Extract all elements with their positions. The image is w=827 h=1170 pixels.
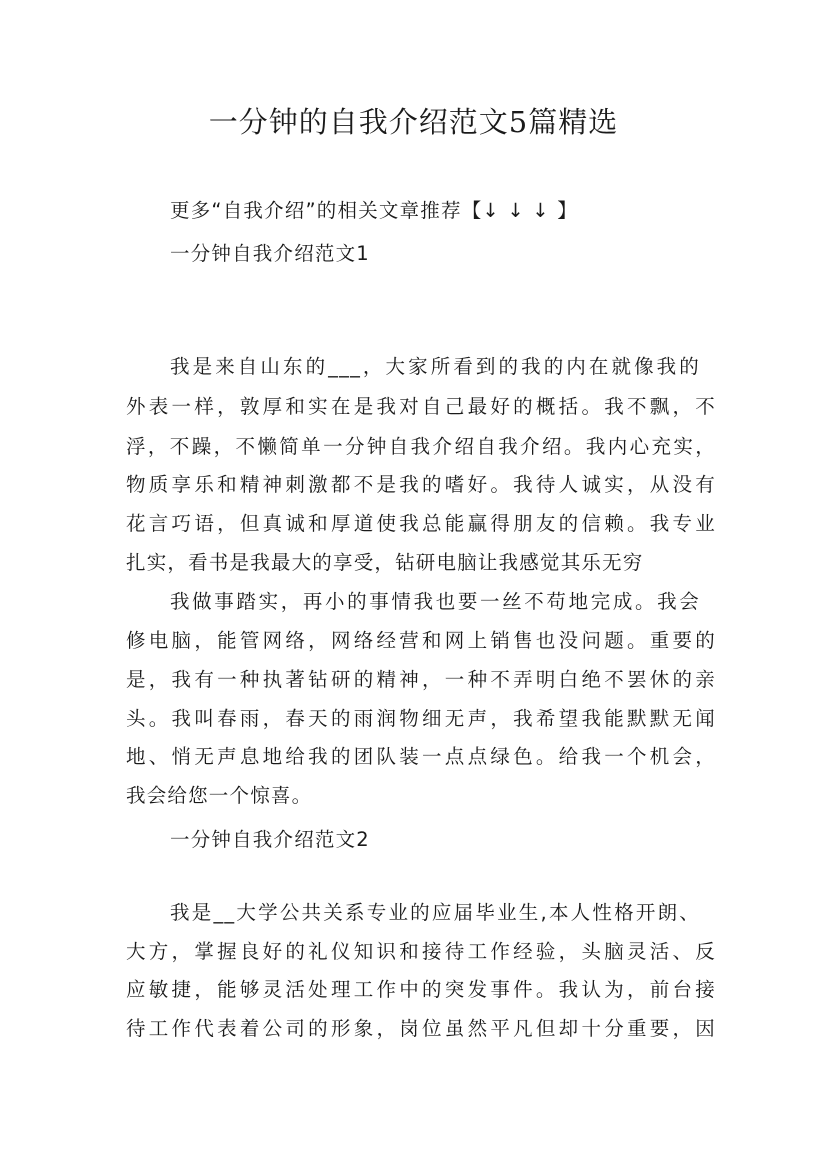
- paragraph-line: 扎实，看书是我最大的享受，钻研电脑让我感觉其乐无穷: [126, 551, 644, 574]
- section-heading-2: 一分钟自我介绍范文2: [170, 828, 370, 851]
- paragraph-line: 花言巧语，但真诚和厚道使我总能赢得朋友的信赖。我专业: [126, 512, 716, 535]
- document-title: 一分钟的自我介绍范文5篇精选: [208, 105, 619, 139]
- paragraph-line: 我做事踏实，再小的事情我也要一丝不苟地完成。我会: [170, 590, 700, 613]
- paragraph-line: 浮，不躁，不懒简单一分钟自我介绍自我介绍。我内心充实，: [126, 435, 716, 458]
- recommend-line[interactable]: 更多“自我介绍”的相关文章推荐【↓ ↓ ↓ 】: [170, 199, 578, 222]
- paragraph-line: 我是来自山东的___，大家所看到的我的内在就像我的: [170, 355, 700, 378]
- paragraph-line: 我会给您一个惊喜。: [126, 784, 313, 807]
- paragraph-line: 物质享乐和精神刺激都不是我的嗜好。我待人诚实，从没有: [126, 473, 716, 496]
- paragraph-line: 大方，掌握良好的礼仪知识和接待工作经验，头脑灵活、反: [126, 940, 716, 963]
- paragraph-line: 待工作代表着公司的形象，岗位虽然平凡但却十分重要，因: [126, 1017, 716, 1040]
- paragraph-line: 头。我叫春雨，春天的雨润物细无声，我希望我能默默无闻: [126, 707, 716, 730]
- paragraph-line: 我是__大学公共关系专业的应届毕业生,本人性格开朗、: [170, 901, 700, 924]
- paragraph-line: 修电脑，能管网络，网络经营和网上销售也没问题。重要的: [126, 629, 716, 652]
- section-heading-1: 一分钟自我介绍范文1: [170, 242, 370, 265]
- paragraph-line: 地、悄无声息地给我的团队装一点点绿色。给我一个机会，: [126, 745, 716, 768]
- paragraph-line: 应敏捷，能够灵活处理工作中的突发事件。我认为，前台接: [126, 978, 716, 1001]
- paragraph-line: 是，我有一种执著钻研的精神，一种不弄明白绝不罢休的亲: [126, 668, 716, 691]
- paragraph-line: 外表一样，敦厚和实在是我对自己最好的概括。我不飘，不: [126, 395, 716, 418]
